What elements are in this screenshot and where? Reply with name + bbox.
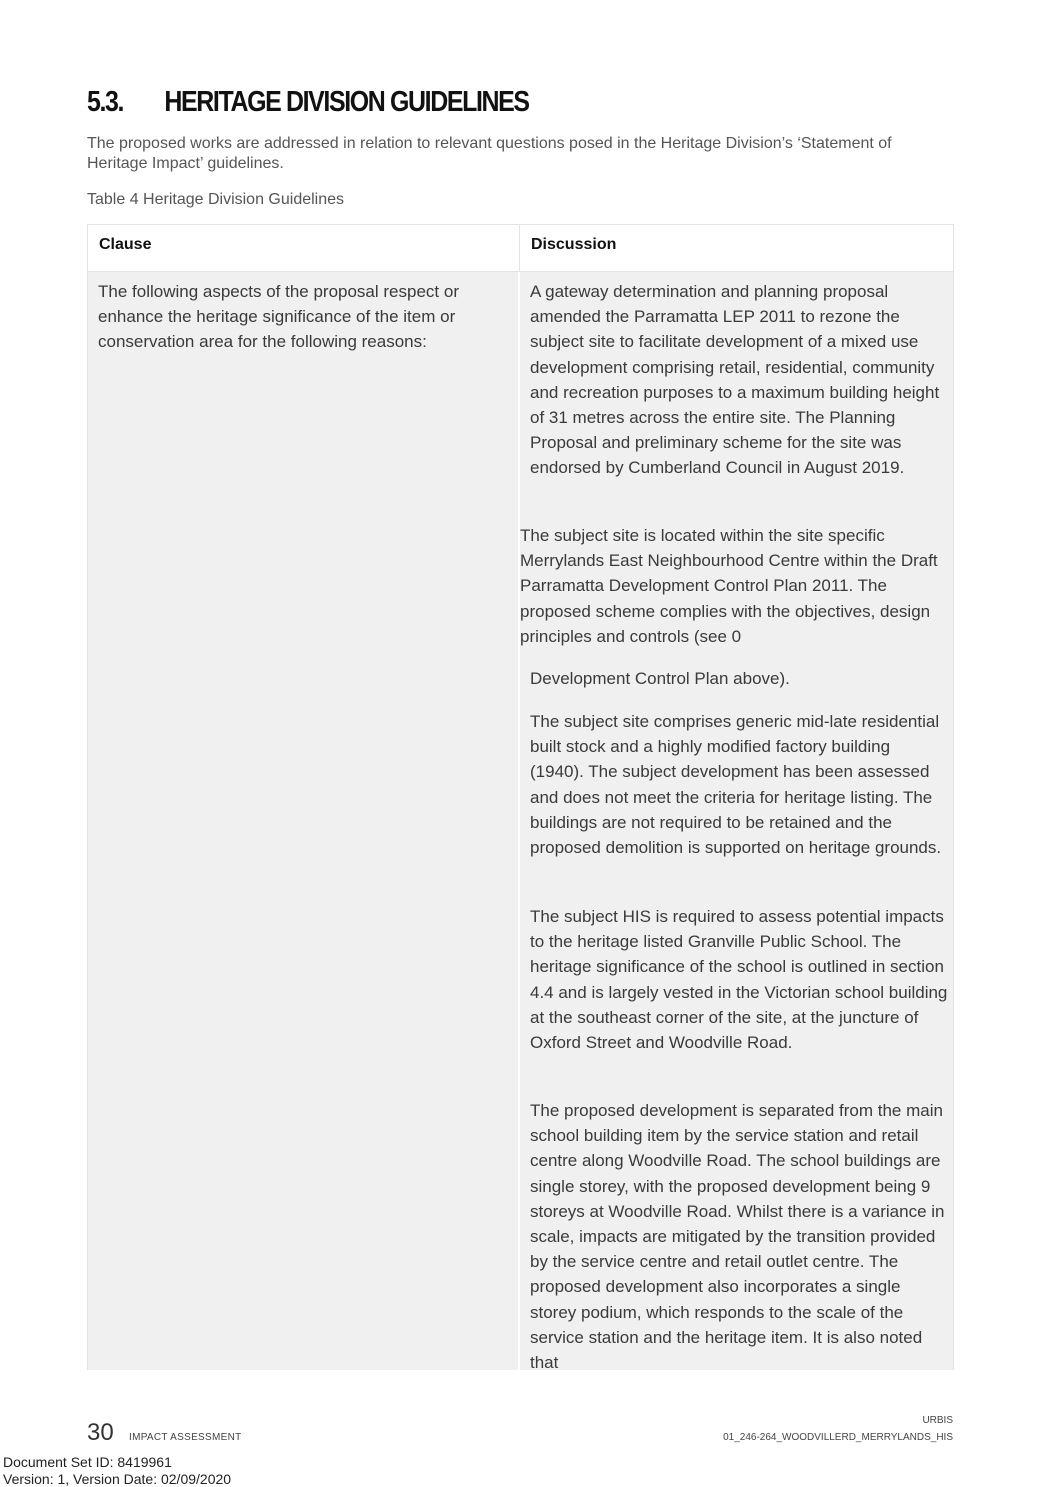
footer-company: URBIS: [922, 1415, 953, 1426]
table-header-row: [87, 224, 954, 272]
footer-section-label: IMPACT ASSESSMENT: [129, 1432, 242, 1443]
header-divider: [519, 225, 520, 271]
section-number: 5.3.: [87, 86, 124, 118]
discussion-paragraph: The subject site is located within the site specific Merrylands East Neighbourhood Centre within the Draft Parramatta Development Control Plan 2011. The proposed scheme complies with the objectives, design principles and controls (see 0: [520, 526, 938, 646]
clause-text: The following aspects of the proposal respect or enhance the heritage significance of the item or conservation area for the following reasons:: [98, 282, 459, 352]
discussion-paragraph: The subject site comprises generic mid-late residential built stock and a highly modified factory building (1940). The subject development has been assessed and does not meet the criteria for heritage listing. The buildings are not required to be retained and the proposed demolition is supported on heritage grounds.: [530, 712, 942, 858]
footer-file-reference: 01_246-264_WOODVILLERD_MERRYLANDS_HIS: [723, 1432, 953, 1443]
discussion-paragraph: The subject HIS is required to assess potential impacts to the heritage listed Granville Public School. The heritage significance of the school is outlined in section 4.4 and is largely vested in the Victorian school building at the southeast corner of the site, at the juncture of Oxford Street and Woodville Road.: [530, 907, 948, 1053]
document-version: Version: 1, Version Date: 02/09/2020: [3, 1471, 232, 1487]
guidelines-table: [87, 224, 954, 1373]
discussion-paragraph: A gateway determination and planning proposal amended the Parramatta LEP 2011 to rezone the subject site to facilitate development of a mixed use development comprising retail, residential, community and recreation purposes to a maximum building height of 31 metres across the entire site. The Planning Proposal and preliminary scheme for the site was endorsed by Cumberland Council in August 2019.: [530, 282, 940, 478]
discussion-paragraph: Development Control Plan above).: [530, 669, 790, 688]
table-caption: Table 4 Heritage Division Guidelines: [87, 191, 345, 208]
document-set-id: Document Set ID: 8419961: [3, 1454, 172, 1470]
clause-cell: [87, 272, 518, 1370]
discussion-paragraph: The proposed development is separated from the main school building item by the service station and retail centre along Woodville Road. The school buildings are single storey, with the proposed development being 9 storeys at Woodville Road. Whilst there is a variance in scale, impacts are mitigated by the transition provided by the service centre and retail outlet centre. The proposed development also incorporates a single storey podium, which responds to the scale of the service station and the heritage item. It is also noted that: [530, 1101, 945, 1373]
page-number: 30: [87, 1419, 114, 1446]
header-clause: Clause: [99, 236, 152, 253]
intro-paragraph: The proposed works are addressed in relation to relevant questions posed in the Heritage Division’s ‘Statement of Heritage Impact’ guidelines.: [87, 135, 892, 172]
section-title: HERITAGE DIVISION GUIDELINES: [164, 86, 529, 118]
header-discussion: Discussion: [531, 236, 617, 253]
section-heading: [87, 82, 529, 122]
